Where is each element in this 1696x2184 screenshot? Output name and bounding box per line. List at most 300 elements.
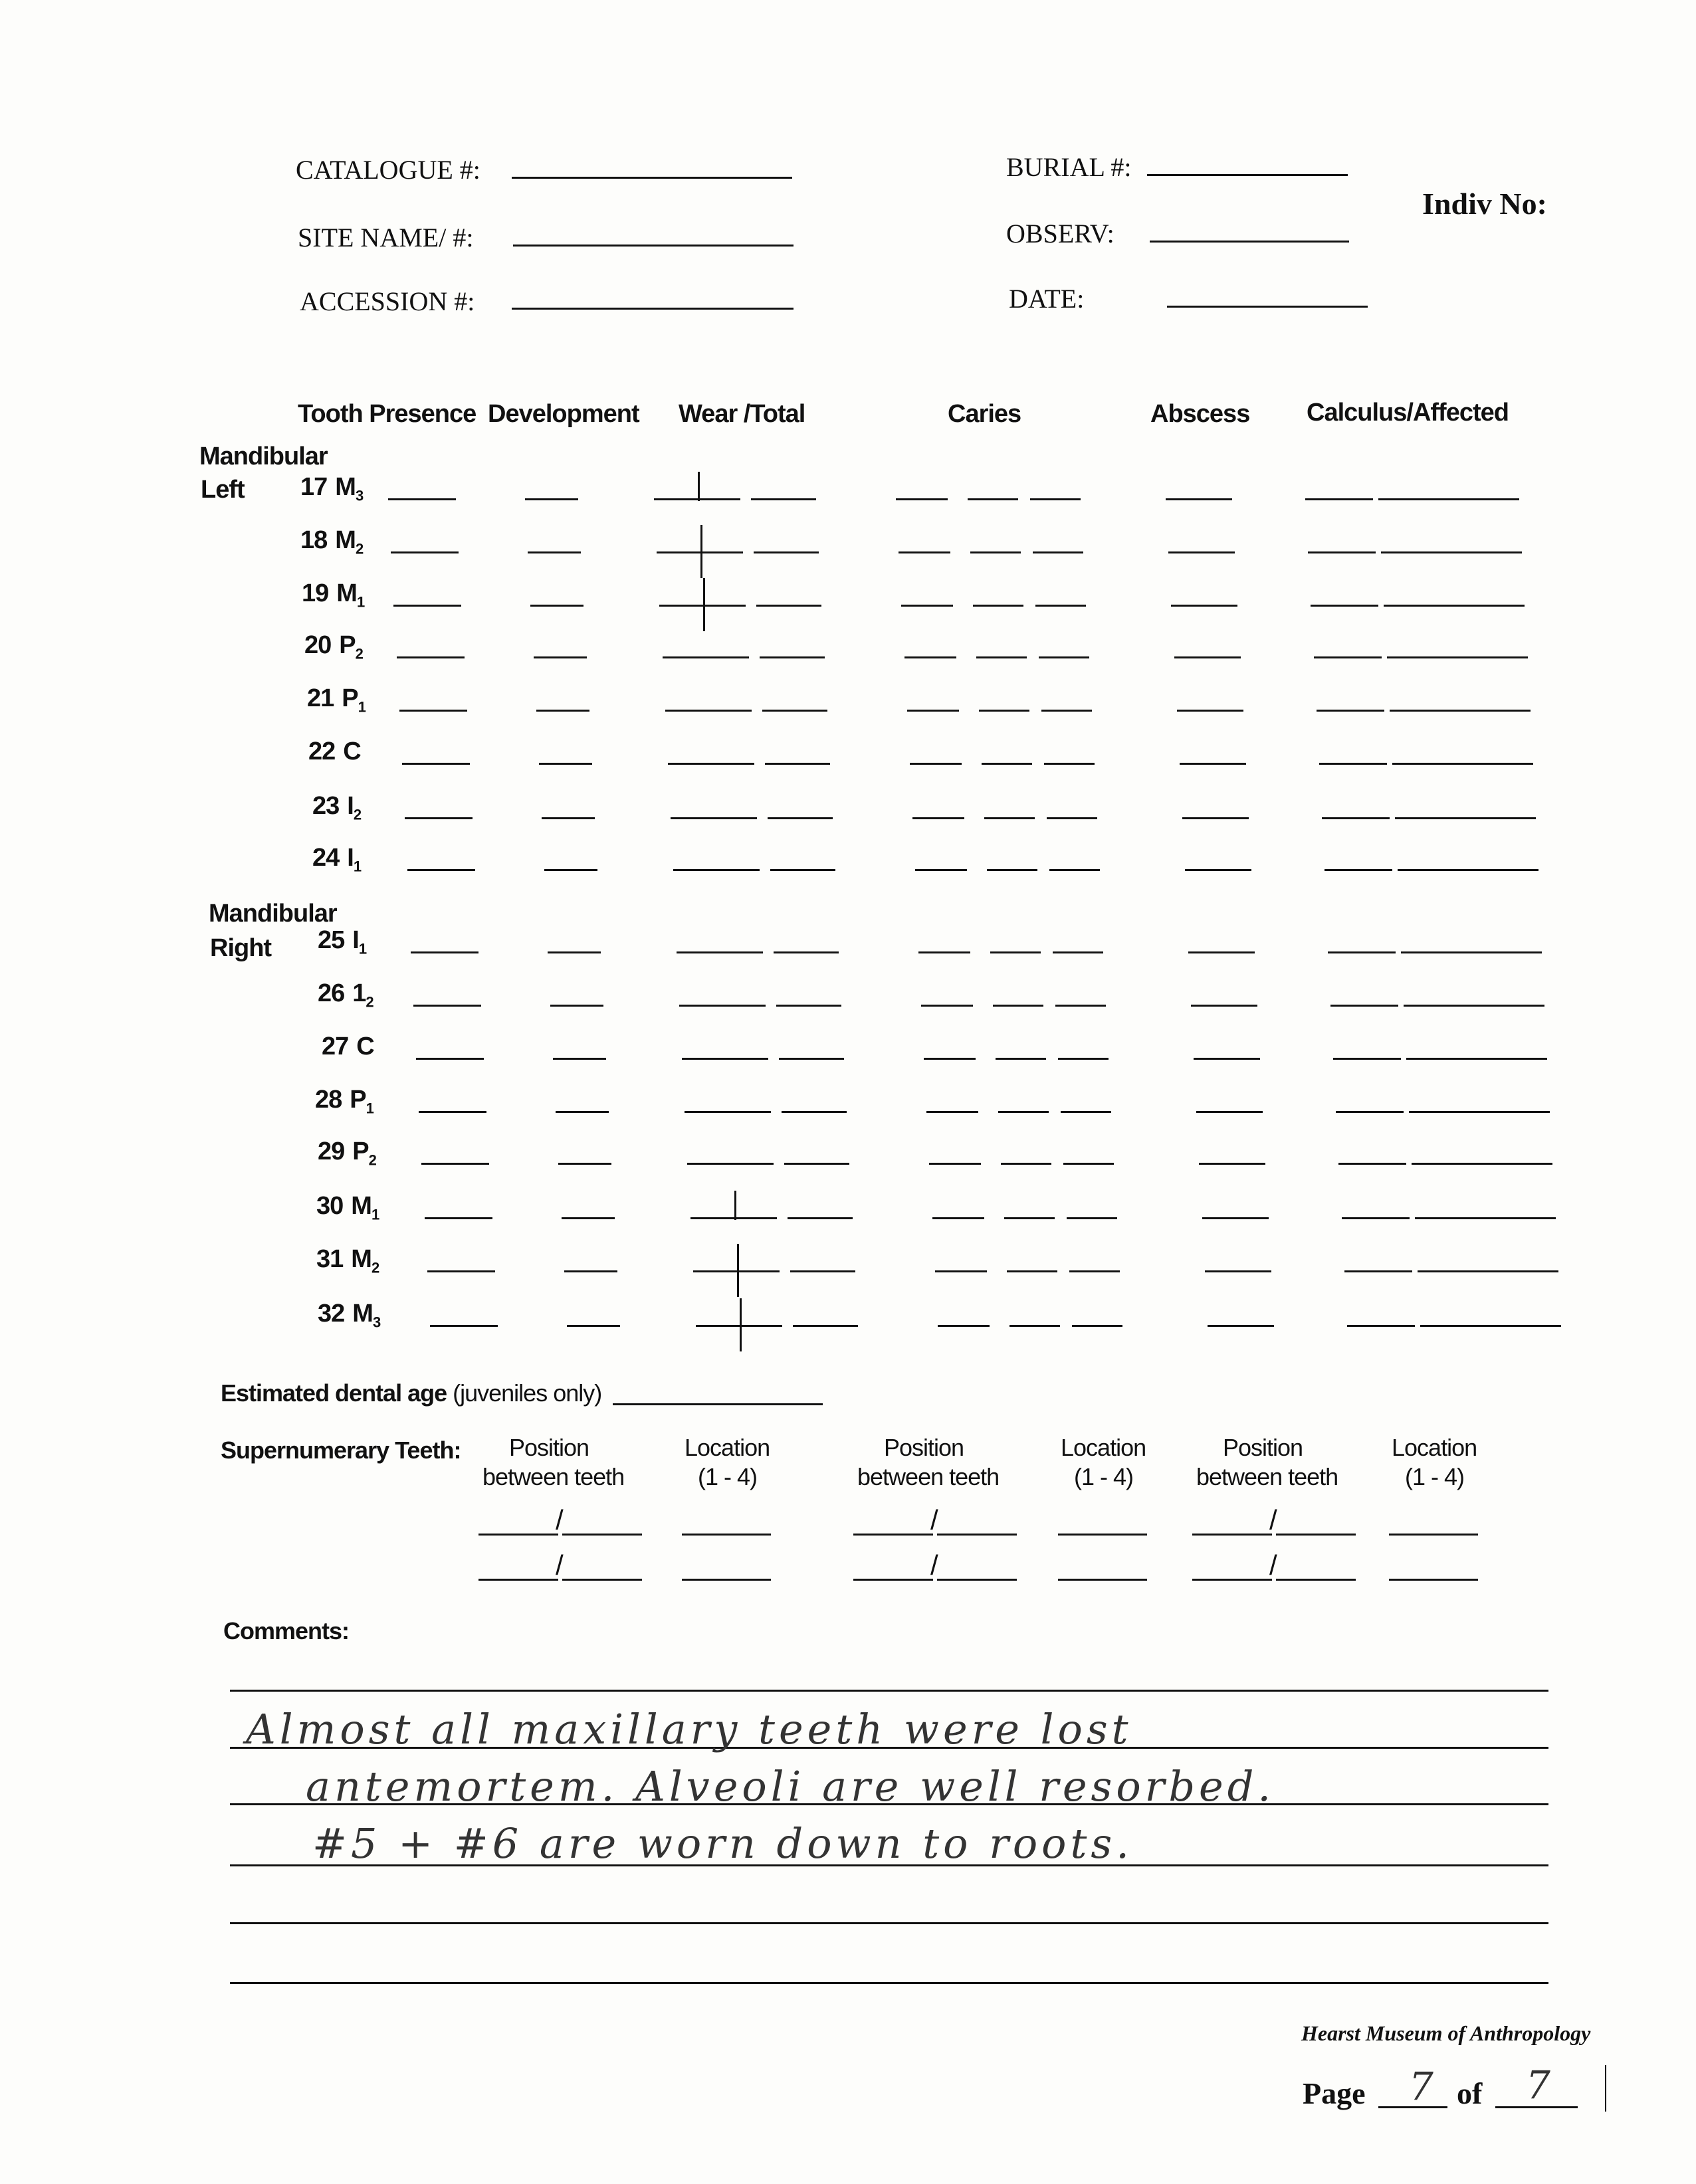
presence-field[interactable] <box>391 551 459 553</box>
caries-field-2[interactable] <box>1001 1163 1051 1165</box>
tooth-subscript: 1 <box>366 1100 373 1117</box>
position-field-b[interactable] <box>562 1579 642 1581</box>
molar-cross-mark <box>703 605 705 631</box>
caries-field-3[interactable] <box>1033 551 1083 553</box>
caries-field-3[interactable] <box>1061 1111 1111 1113</box>
total-field[interactable] <box>751 498 816 500</box>
position-field-a[interactable] <box>478 1534 558 1536</box>
tooth-code: C <box>356 1033 374 1060</box>
col-calculus-affected: Calculus/Affected <box>1307 399 1509 427</box>
abscess-field[interactable] <box>1171 605 1237 607</box>
total-field[interactable] <box>782 1111 847 1113</box>
comment-handwriting-3: #5 + #6 are worn down to roots. <box>312 1819 1133 1868</box>
calculus-field[interactable] <box>1305 498 1373 500</box>
wear-field[interactable] <box>654 498 740 500</box>
abscess-field[interactable] <box>1199 1163 1265 1165</box>
caries-field-2[interactable] <box>968 498 1018 500</box>
col-tooth-presence: Tooth Presence <box>298 400 477 428</box>
wear-field[interactable] <box>677 951 763 953</box>
position-header: Position <box>1223 1434 1303 1461</box>
caries-field-1[interactable] <box>924 1058 976 1060</box>
tooth-code: P <box>342 684 358 712</box>
calculus-field[interactable] <box>1330 1005 1398 1007</box>
abscess-field[interactable] <box>1174 656 1241 658</box>
tooth-number: 26 <box>318 979 345 1007</box>
calculus-field[interactable] <box>1322 817 1390 819</box>
calculus-field[interactable] <box>1325 869 1392 871</box>
abscess-field[interactable] <box>1205 1270 1271 1272</box>
location-header: Location <box>685 1434 770 1461</box>
affected-field[interactable] <box>1381 551 1522 553</box>
observ-label: OBSERV: <box>1006 219 1114 248</box>
caries-field-2[interactable] <box>973 605 1023 607</box>
tooth-number: 17 <box>300 473 328 501</box>
tooth-number: 31 <box>316 1245 344 1273</box>
caries-field-1[interactable] <box>926 1111 978 1113</box>
calculus-field[interactable] <box>1342 1217 1410 1219</box>
tooth-number: 22 <box>308 738 336 765</box>
tooth-number: 25 <box>318 926 345 954</box>
total-field[interactable] <box>788 1217 853 1219</box>
caries-field-3[interactable] <box>1047 817 1097 819</box>
tooth-subscript: 2 <box>355 540 364 557</box>
tooth-code: P <box>352 1138 369 1165</box>
abscess-field[interactable] <box>1182 817 1249 819</box>
page-label: Page <box>1303 2076 1366 2110</box>
position-field-b[interactable] <box>1276 1579 1356 1581</box>
comment-handwriting-2: antemortem. Alveoli are well resorbed. <box>306 1762 1275 1811</box>
molar-cross-mark <box>737 1244 739 1297</box>
wear-field[interactable] <box>663 656 749 658</box>
location-field[interactable] <box>1389 1534 1478 1536</box>
position-field-a[interactable] <box>478 1579 558 1581</box>
position-field-a[interactable] <box>1192 1534 1272 1536</box>
affected-field[interactable] <box>1387 656 1528 658</box>
tooth-code: P <box>350 1086 366 1114</box>
tooth-number: 28 <box>315 1086 342 1114</box>
wear-field[interactable] <box>685 1111 771 1113</box>
tooth-code: M <box>335 526 356 554</box>
observ-field[interactable] <box>1150 241 1349 243</box>
tooth-number: 29 <box>318 1138 345 1165</box>
location-field[interactable] <box>1058 1534 1147 1536</box>
position-header-2: between teeth <box>482 1463 625 1490</box>
caries-field-1[interactable] <box>901 605 953 607</box>
tooth-subscript: 1 <box>358 940 367 957</box>
caries-field-3[interactable] <box>1044 763 1095 765</box>
tooth-label <box>307 684 366 716</box>
tooth-label <box>312 844 361 876</box>
calculus-field[interactable] <box>1317 710 1384 712</box>
affected-field[interactable] <box>1378 498 1519 500</box>
wear-field[interactable] <box>679 1005 766 1007</box>
caries-field-2[interactable] <box>1004 1217 1055 1219</box>
caries-field-2[interactable] <box>990 951 1041 953</box>
burial-field[interactable] <box>1147 174 1348 176</box>
caries-field-1[interactable] <box>929 1163 981 1165</box>
tooth-subscript: 1 <box>358 698 366 716</box>
page-total: 7 <box>1526 2062 1550 2108</box>
wear-field[interactable] <box>693 1270 780 1272</box>
abscess-field[interactable] <box>1180 763 1246 765</box>
total-field[interactable] <box>779 1058 844 1060</box>
tooth-code: M <box>351 1245 371 1273</box>
presence-field[interactable] <box>413 1005 481 1007</box>
group-mandibular-right-1: Mandibular <box>209 900 337 928</box>
presence-field[interactable] <box>421 1163 489 1165</box>
caries-field-1[interactable] <box>899 551 950 553</box>
presence-field[interactable] <box>405 817 473 819</box>
calculus-field[interactable] <box>1333 1058 1401 1060</box>
comment-line-6[interactable] <box>230 1982 1548 1984</box>
position-header-2: between teeth <box>857 1463 1000 1490</box>
affected-field[interactable] <box>1415 1217 1556 1219</box>
page-number-line <box>1378 2106 1447 2108</box>
tooth-number: 20 <box>304 631 332 659</box>
wear-field[interactable] <box>671 817 757 819</box>
tooth-number: 27 <box>322 1033 349 1060</box>
caries-field-3[interactable] <box>1030 498 1081 500</box>
tooth-label <box>315 1086 373 1118</box>
of-label: of <box>1457 2076 1483 2110</box>
position-field-b[interactable] <box>937 1534 1017 1536</box>
institution-name: Hearst Museum of Anthropology <box>1301 2021 1591 2045</box>
col-caries: Caries <box>948 400 1021 428</box>
position-header: Position <box>509 1434 589 1461</box>
position-header: Position <box>884 1434 964 1461</box>
location-field[interactable] <box>1389 1579 1478 1581</box>
tooth-subscript: 2 <box>353 806 362 823</box>
calculus-field[interactable] <box>1328 951 1396 953</box>
caries-field-1[interactable] <box>932 1217 984 1219</box>
total-field[interactable] <box>784 1163 849 1165</box>
tooth-number: 21 <box>307 684 334 712</box>
affected-field[interactable] <box>1418 1270 1558 1272</box>
tooth-subscript: 2 <box>371 1259 379 1276</box>
location-field[interactable] <box>1058 1579 1147 1581</box>
calculus-field[interactable] <box>1338 1163 1406 1165</box>
caries-field-2[interactable] <box>976 656 1027 658</box>
development-field[interactable] <box>553 1058 606 1060</box>
molar-cross-mark <box>700 525 702 578</box>
position-field-b[interactable] <box>1276 1534 1356 1536</box>
development-field[interactable] <box>556 1111 609 1113</box>
development-field[interactable] <box>528 551 581 553</box>
development-field[interactable] <box>525 498 578 500</box>
caries-field-1[interactable] <box>921 1005 973 1007</box>
position-separator: / <box>556 1549 564 1581</box>
development-field[interactable] <box>550 1005 603 1007</box>
total-field[interactable] <box>776 1005 841 1007</box>
calculus-field[interactable] <box>1336 1111 1404 1113</box>
group-mandibular-right-2: Right <box>210 934 272 962</box>
accession-field[interactable] <box>512 308 794 310</box>
dental-age-label <box>221 1379 601 1407</box>
abscess-field[interactable] <box>1188 951 1255 953</box>
wear-field[interactable] <box>668 763 754 765</box>
wear-field[interactable] <box>659 605 746 607</box>
caries-field-1[interactable] <box>904 656 956 658</box>
abscess-field[interactable] <box>1194 1058 1260 1060</box>
caries-field-3[interactable] <box>1063 1163 1114 1165</box>
wear-field[interactable] <box>687 1163 774 1165</box>
tooth-code: M <box>336 579 357 607</box>
affected-field[interactable] <box>1409 1111 1550 1113</box>
affected-field[interactable] <box>1420 1325 1561 1327</box>
catalogue-field[interactable] <box>512 177 792 179</box>
development-field[interactable] <box>548 951 601 953</box>
caries-field-2[interactable] <box>984 817 1035 819</box>
location-header: Location <box>1392 1434 1477 1461</box>
date-label: DATE: <box>1009 284 1085 314</box>
caries-field-3[interactable] <box>1058 1058 1109 1060</box>
caries-field-1[interactable] <box>912 817 964 819</box>
caries-field-3[interactable] <box>1069 1270 1120 1272</box>
development-field[interactable] <box>562 1217 615 1219</box>
caries-field-2[interactable] <box>1009 1325 1060 1327</box>
total-field[interactable] <box>762 710 827 712</box>
wear-field[interactable] <box>657 551 743 553</box>
caries-field-1[interactable] <box>907 710 959 712</box>
tooth-code: C <box>343 738 361 765</box>
calculus-field[interactable] <box>1314 656 1382 658</box>
tooth-subscript: 1 <box>371 1206 379 1223</box>
development-field[interactable] <box>567 1325 620 1327</box>
presence-field[interactable] <box>416 1058 484 1060</box>
affected-field[interactable] <box>1395 817 1536 819</box>
tooth-label <box>302 579 364 611</box>
tooth-subscript: 2 <box>355 645 363 662</box>
presence-field[interactable] <box>430 1325 498 1327</box>
affected-field[interactable] <box>1404 1005 1544 1007</box>
date-field[interactable] <box>1167 306 1368 308</box>
caries-field-3[interactable] <box>1072 1325 1122 1327</box>
presence-field[interactable] <box>411 951 478 953</box>
location-field[interactable] <box>682 1579 771 1581</box>
caries-field-3[interactable] <box>1053 951 1103 953</box>
site-field[interactable] <box>513 245 794 247</box>
tooth-code: 1 <box>352 979 366 1007</box>
total-field[interactable] <box>774 951 839 953</box>
caries-field-2[interactable] <box>987 869 1037 871</box>
accession-label: ACCESSION #: <box>300 286 475 316</box>
comments-label: Comments: <box>223 1617 350 1644</box>
page-total-line <box>1495 2106 1578 2108</box>
tooth-number: 32 <box>318 1300 345 1328</box>
tooth-subscript: 1 <box>353 858 362 875</box>
caries-field-1[interactable] <box>935 1270 987 1272</box>
location-header-2: (1 - 4) <box>1405 1463 1465 1490</box>
location-field[interactable] <box>682 1534 771 1536</box>
development-field[interactable] <box>558 1163 611 1165</box>
caries-field-1[interactable] <box>896 498 948 500</box>
abscess-field[interactable] <box>1202 1217 1269 1219</box>
development-field[interactable] <box>542 817 595 819</box>
total-field[interactable] <box>765 763 830 765</box>
tooth-label <box>304 631 363 663</box>
col-development: Development <box>488 400 639 428</box>
abscess-field[interactable] <box>1166 498 1232 500</box>
total-field[interactable] <box>760 656 825 658</box>
burial-label: BURIAL #: <box>1006 152 1132 182</box>
tooth-code: I <box>352 926 359 954</box>
molar-cross-mark <box>740 1325 742 1351</box>
caries-field-3[interactable] <box>1035 605 1086 607</box>
position-separator: / <box>930 1549 938 1581</box>
caries-field-2[interactable] <box>998 1111 1049 1113</box>
presence-field[interactable] <box>419 1111 486 1113</box>
total-field[interactable] <box>756 605 821 607</box>
caries-field-2[interactable] <box>1007 1270 1057 1272</box>
tooth-subscript: 1 <box>356 593 365 611</box>
calculus-field[interactable] <box>1347 1325 1415 1327</box>
caries-field-1[interactable] <box>915 869 967 871</box>
caries-field-2[interactable] <box>993 1005 1043 1007</box>
affected-field[interactable] <box>1412 1163 1552 1165</box>
tooth-number: 24 <box>312 844 340 872</box>
caries-field-2[interactable] <box>970 551 1021 553</box>
tooth-subscript: 3 <box>355 487 364 504</box>
position-separator: / <box>1269 1504 1277 1536</box>
caries-field-2[interactable] <box>979 710 1029 712</box>
tooth-code: I <box>347 792 354 820</box>
supernumerary-label: Supernumerary Teeth: <box>221 1437 461 1464</box>
tooth-label <box>318 1300 380 1332</box>
affected-field[interactable] <box>1390 710 1531 712</box>
abscess-field[interactable] <box>1168 551 1235 553</box>
presence-field[interactable] <box>402 763 470 765</box>
col-wear-total: Wear /Total <box>679 400 805 428</box>
presence-field[interactable] <box>425 1217 492 1219</box>
tooth-label <box>308 738 361 769</box>
development-field[interactable] <box>544 869 597 871</box>
wear-field[interactable] <box>690 1217 777 1219</box>
col-abscess: Abscess <box>1150 400 1250 428</box>
presence-field[interactable] <box>427 1270 495 1272</box>
development-field[interactable] <box>539 763 592 765</box>
affected-field[interactable] <box>1401 951 1542 953</box>
dental-age-field[interactable] <box>613 1403 823 1405</box>
development-field[interactable] <box>534 656 587 658</box>
abscess-field[interactable] <box>1208 1325 1274 1327</box>
tooth-code: M <box>351 1192 371 1220</box>
wear-field[interactable] <box>696 1325 782 1327</box>
tooth-label <box>322 1033 374 1064</box>
comment-line-5[interactable] <box>230 1922 1548 1924</box>
comment-line-1[interactable] <box>230 1690 1548 1692</box>
tooth-label <box>318 1138 376 1169</box>
catalogue-label: CATALOGUE #: <box>296 155 480 185</box>
edge-mark <box>1605 2065 1606 2112</box>
location-header: Location <box>1061 1434 1146 1461</box>
position-field-b[interactable] <box>937 1579 1017 1581</box>
page-number: 7 <box>1409 2064 1433 2109</box>
abscess-field[interactable] <box>1191 1005 1257 1007</box>
development-field[interactable] <box>530 605 583 607</box>
total-field[interactable] <box>754 551 819 553</box>
group-mandibular-left-1: Mandibular <box>199 443 328 470</box>
tooth-label <box>318 926 366 958</box>
tooth-number: 30 <box>316 1192 344 1220</box>
total-field[interactable] <box>793 1325 858 1327</box>
caries-field-2[interactable] <box>982 763 1032 765</box>
calculus-field[interactable] <box>1311 605 1378 607</box>
affected-field[interactable] <box>1392 763 1533 765</box>
position-separator: / <box>556 1504 564 1536</box>
tooth-label <box>312 792 361 824</box>
position-field-a[interactable] <box>853 1534 933 1536</box>
tooth-code: I <box>347 844 354 872</box>
presence-field[interactable] <box>393 605 461 607</box>
abscess-field[interactable] <box>1196 1111 1263 1113</box>
tooth-number: 19 <box>302 579 329 607</box>
caries-field-2[interactable] <box>996 1058 1046 1060</box>
indiv-no-label: Indiv No: <box>1422 187 1547 221</box>
caries-field-1[interactable] <box>938 1325 990 1327</box>
position-field-a[interactable] <box>853 1579 933 1581</box>
tooth-code: M <box>352 1300 373 1328</box>
tooth-number: 18 <box>300 526 328 554</box>
wear-field[interactable] <box>673 869 760 871</box>
presence-field[interactable] <box>397 656 465 658</box>
site-label: SITE NAME/ #: <box>298 223 474 252</box>
presence-field[interactable] <box>407 869 475 871</box>
presence-field[interactable] <box>399 710 467 712</box>
total-field[interactable] <box>768 817 833 819</box>
caries-field-3[interactable] <box>1067 1217 1117 1219</box>
caries-field-1[interactable] <box>910 763 962 765</box>
calculus-field[interactable] <box>1344 1270 1412 1272</box>
tooth-code: P <box>339 631 356 659</box>
affected-field[interactable] <box>1406 1058 1547 1060</box>
total-field[interactable] <box>770 869 835 871</box>
caries-field-3[interactable] <box>1055 1005 1106 1007</box>
development-field[interactable] <box>564 1270 617 1272</box>
position-header-2: between teeth <box>1196 1463 1338 1490</box>
affected-field[interactable] <box>1384 605 1525 607</box>
caries-field-3[interactable] <box>1049 869 1100 871</box>
tooth-label <box>300 526 363 558</box>
development-field[interactable] <box>536 710 589 712</box>
caries-field-3[interactable] <box>1039 656 1089 658</box>
wear-field[interactable] <box>665 710 752 712</box>
tooth-label <box>316 1245 379 1277</box>
position-field-a[interactable] <box>1192 1579 1272 1581</box>
abscess-field[interactable] <box>1177 710 1243 712</box>
dental-age-label-normal: (juveniles only) <box>453 1379 602 1407</box>
tooth-subscript: 2 <box>368 1151 376 1169</box>
location-header-2: (1 - 4) <box>698 1463 758 1490</box>
dental-age-label-bold: Estimated dental age <box>221 1379 447 1407</box>
location-header-2: (1 - 4) <box>1074 1463 1134 1490</box>
position-field-b[interactable] <box>562 1534 642 1536</box>
calculus-field[interactable] <box>1319 763 1387 765</box>
tooth-number: 23 <box>312 792 340 820</box>
calculus-field[interactable] <box>1308 551 1376 553</box>
tooth-code: M <box>335 473 356 501</box>
wear-field[interactable] <box>682 1058 768 1060</box>
caries-field-3[interactable] <box>1041 710 1092 712</box>
total-field[interactable] <box>790 1270 855 1272</box>
tooth-label <box>300 473 363 505</box>
affected-field[interactable] <box>1398 869 1538 871</box>
presence-field[interactable] <box>388 498 456 500</box>
tooth-subscript: 3 <box>372 1314 381 1331</box>
molar-cross-mark <box>734 1191 736 1220</box>
group-mandibular-left-2: Left <box>201 476 245 504</box>
abscess-field[interactable] <box>1185 869 1251 871</box>
caries-field-1[interactable] <box>918 951 970 953</box>
